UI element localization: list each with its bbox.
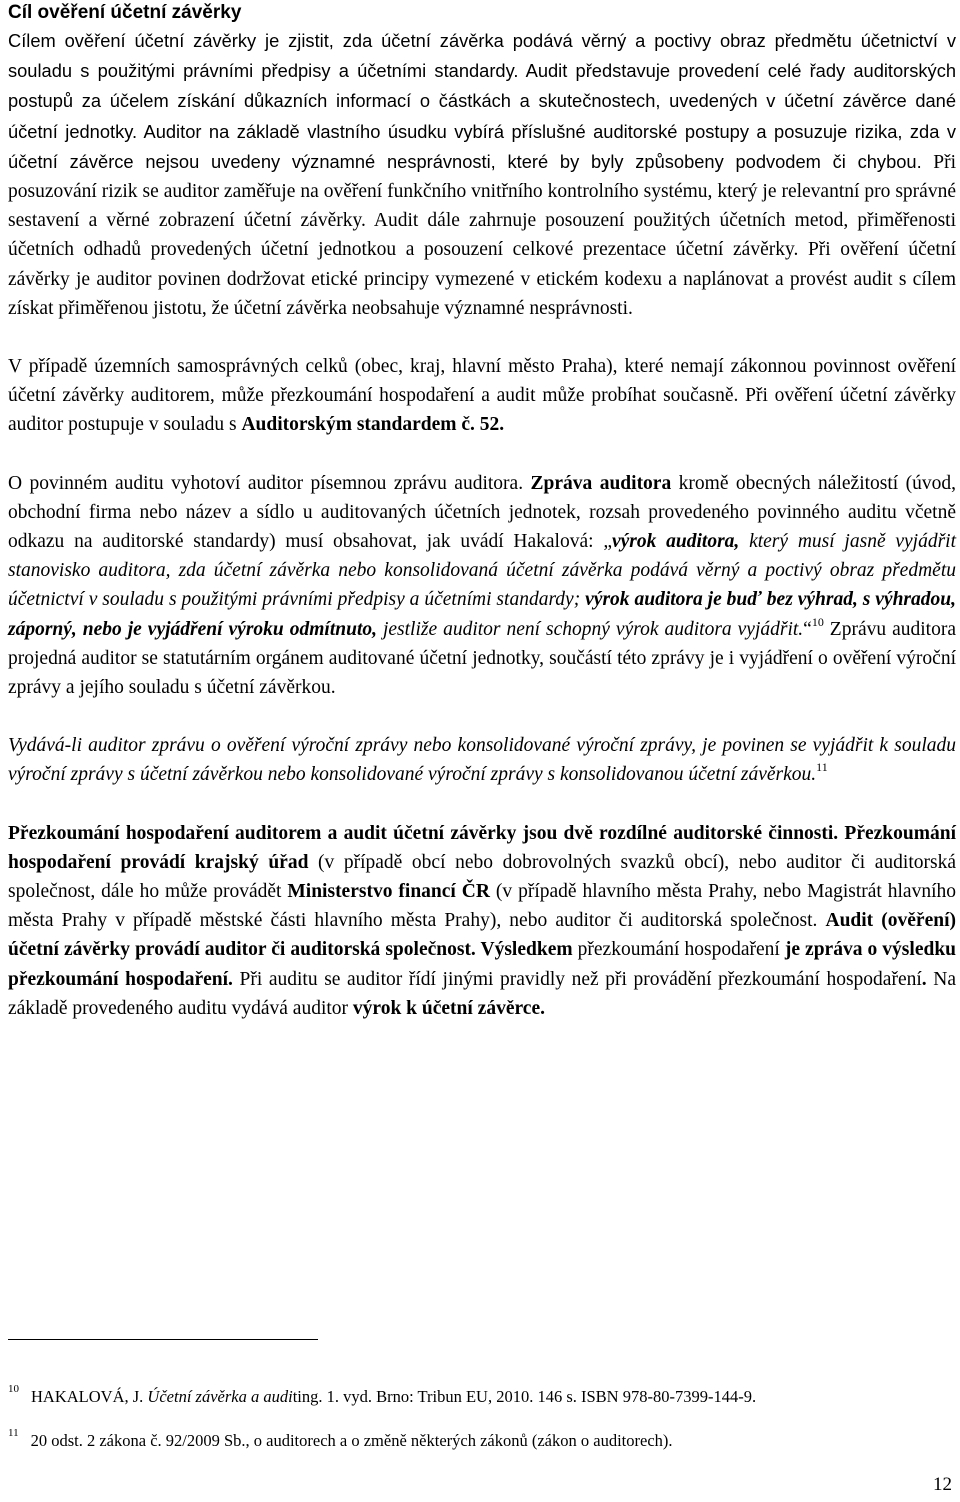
footnote-reference[interactable]: 11 (816, 760, 828, 775)
paragraph-text: Při posuzování rizik se auditor zaměřuje na ověření funkčního vnitřního kontrolního systému, který je relevantní pro správné sestavení a věrné zobrazení účetní závěrky. (8, 151, 956, 232)
paragraph-auditor-report (8, 469, 956, 703)
quote-mark-close: “ (803, 618, 812, 640)
footnote-separator (8, 1339, 318, 1340)
paragraph-text: Na základě provedeného auditu vydává auditor (8, 968, 956, 1019)
footnote-11 (8, 1427, 673, 1451)
paragraph-text: Při auditu se auditor řídí jinými pravidly než při provádění přezkoumání hospodaření (232, 968, 922, 990)
bold-text: Auditorským standardem č. 52. (241, 414, 505, 436)
bold-italic-text: výrok auditora je buď bez výhrad, s výhradou, záporný, nebo je vyjádření výroku odmítnuto, (8, 589, 956, 640)
bold-text: je zpráva o výsledku přezkoumání hospodaření. (8, 939, 957, 990)
paragraph-review-vs-audit (8, 819, 956, 1023)
paragraph-text: (v případě obcí nebo dobrovolných svazků obcí), nebo auditor či auditorská společnost, dále ho může provádět (8, 851, 956, 903)
paragraph-text: Zprávu auditora projedná auditor se statutárním orgánem auditované účetní jednotky, součástí této zprávy je i vyjádření o ověření výroční zprávy a jejího souladu s účetní závěrkou. (8, 618, 956, 699)
document-page (8, 0, 957, 1495)
italic-text: který musí jasně vyjádřit stanovisko auditora, zda účetní závěrka nebo konsolidovaná účetní závěrka podává věrný a poctivý obraz předmětu účetnictví v souladu s použitými právními předpisy a účetními standardy; (8, 531, 957, 611)
bold-italic-text: výrok auditora, (611, 531, 740, 553)
paragraph-text: přezkoumání hospodaření (572, 939, 785, 961)
footnote-number: 10 (8, 1383, 19, 1395)
paragraph-text-sans: Auditor na základě vlastního úsudku vybírá příslušné auditorské postupy a posuzuje rizika, zda v účetní závěrce nejsou uvedeny významné nesprávnosti, které by byly způsobeny podvodem či chybou. (8, 120, 956, 172)
page-number: 12 (933, 1474, 952, 1495)
paragraph-municipalities (8, 352, 956, 440)
bold-text: Zpráva auditora (530, 472, 672, 494)
footnote-reference[interactable]: 10 (811, 614, 824, 629)
footnote-text: HAKALOVÁ, J. (31, 1387, 148, 1406)
bold-text: . (921, 968, 927, 990)
paragraph-text: V případě územních samosprávných celků (obec, kraj, hlavní město Praha), které nemají zákonnou povinnost ověření účetní závěrky auditorem, může přezkoumání hospodaření a audit může probíhat současně. Při ověření účetní závěrky auditor postupuje v souladu s (8, 356, 956, 436)
paragraph-text: O povinném auditu vyhotoví auditor písemnou zprávu auditora. (8, 472, 531, 494)
footnote-italic-text: Účetní závěrka a audi (147, 1387, 293, 1406)
section-heading: Cíl ověření účetní závěrky (8, 2, 242, 23)
paragraph-audit-goal (8, 26, 956, 323)
paragraph-text: (v případě hlavního města Prahy, nebo Magistrát hlavního města Prahy v případě městské části hlavního města Prahy), nebo auditor či auditorská společnost. (8, 881, 956, 932)
footnote-number: 11 (8, 1427, 19, 1439)
italic-text: Vydává-li auditor zprávu o ověření výroční zprávy nebo konsolidované výroční zprávy, je povinen se vyjádřit k souladu výroční zprávy s účetní závěrkou nebo konsolidované výroční zprávy s konsolidovanou účetní závěrkou. (8, 735, 956, 786)
paragraph-annual-report (8, 731, 956, 789)
footnote-text: 20 odst. 2 zákona č. 92/2009 Sb., o auditorech a o změně některých zákonů (zákon o auditorech). (30, 1431, 673, 1450)
paragraph-text: Při ověření účetní závěrky je auditor povinen dodržovat etické principy vymezené v etickém kodexu a naplánovat a provést audit s cílem získat přiměřenou jistotu, že účetní závěrka neobsahuje významné nesprávnosti. (8, 239, 956, 319)
bold-text: Ministerstvo financí ČR (287, 881, 490, 903)
footnote-10 (8, 1383, 757, 1407)
bold-text: Přezkoumání hospodaření auditorem a audit účetní závěrky jsou dvě rozdílné auditorské činnosti. Přezkoumání hospodaření provádí krajský úřad (8, 822, 956, 873)
italic-text: jestliže auditor není schopný výrok auditora vyjádřit. (376, 618, 804, 640)
paragraph-text-sans: Cílem ověření účetní závěrky je zjistit, zda účetní závěrka podává věrný a poctivy obraz předmětu účetnictví v souladu s použitými právními předpisy a účetními standardy. Audit představuje provedení celé řady auditorských postupů za účelem získání důkazních informací o částkách a skutečnostech, uvedených v účetní závěrce dané účetní jednotky. (8, 30, 956, 142)
footnote-text: ting. 1. vyd. Brno: Tribun EU, 2010. 146 s. ISBN 978-80-7399-144-9. (292, 1387, 757, 1406)
bold-text: Audit (ověření) účetní závěrky provádí auditor či auditorská společnost. Výsledkem (8, 910, 956, 961)
quote-mark-open: „ (603, 531, 612, 553)
bold-text: výrok k účetní závěrce. (352, 997, 545, 1019)
paragraph-text: Audit dále zahrnuje posouzení použitých účetních metod, přiměřenosti účetních odhadů provedených účetní jednotkou a posouzení celkové prezentace účetní závěrky. (8, 210, 956, 261)
paragraph-text: kromě obecných náležitostí (úvod, obchodní firma nebo název a sídlo u auditovaných účetních jednotek, rozsah provedeného povinného auditu včetně odkazu na auditorské standardy) musí obsahovat, jak uvádí Hakalová: (8, 472, 957, 553)
